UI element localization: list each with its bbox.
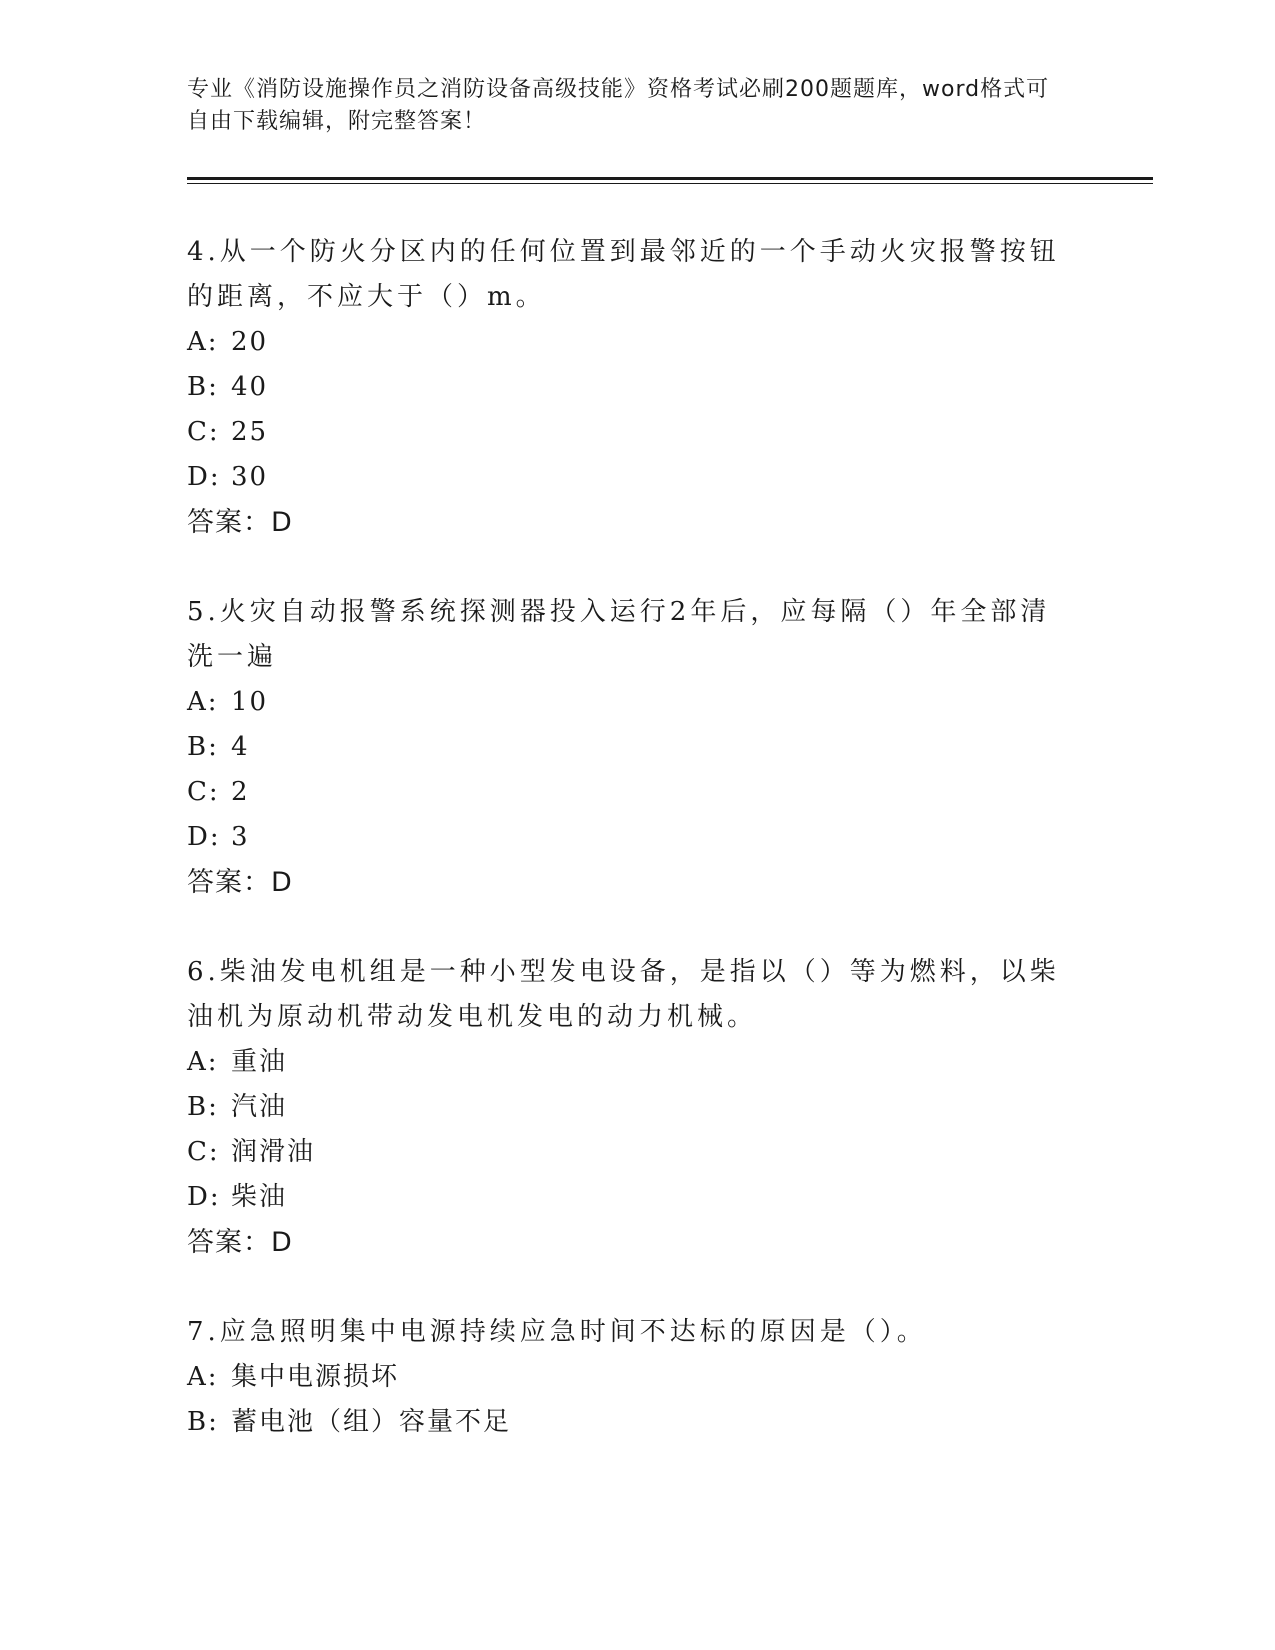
option-c [187, 770, 1067, 815]
option-b [187, 725, 1067, 770]
question-text: 5.火灾自动报警系统探测器投入运行2年后，应每隔（）年全部清洗一遍 [187, 597, 1051, 672]
option-a [187, 1355, 1067, 1400]
option-d [187, 455, 1067, 500]
question-6 [187, 950, 1067, 1265]
option-key: B: [187, 732, 219, 762]
header-divider-thin [187, 183, 1153, 184]
option-value: 2 [231, 777, 250, 807]
option-value: 40 [231, 372, 269, 402]
option-value: 30 [231, 462, 269, 492]
question-7 [187, 1310, 1067, 1445]
option-value: 汽油 [231, 1092, 288, 1122]
option-key: C: [187, 1137, 220, 1167]
option-value: 集中电源损坏 [231, 1362, 400, 1392]
option-key: A: [187, 1047, 219, 1077]
option-c [187, 1130, 1067, 1175]
option-key: B: [187, 1407, 219, 1437]
option-b [187, 365, 1067, 410]
question-5 [187, 590, 1067, 905]
question-text: 6.柴油发电机组是一种小型发电设备，是指以（）等为燃料，以柴油机为原动机带动发电机发电的动力机械。 [187, 957, 1060, 1032]
option-key: A: [187, 1362, 219, 1392]
option-c [187, 410, 1067, 455]
option-a [187, 320, 1067, 365]
option-key: D: [187, 462, 221, 492]
option-key: A: [187, 327, 219, 357]
option-key: B: [187, 1092, 219, 1122]
question-4 [187, 230, 1067, 545]
option-key: D: [187, 1182, 221, 1212]
option-a [187, 1040, 1067, 1085]
answer-label: 答案：D [187, 507, 293, 538]
option-b [187, 1085, 1067, 1130]
option-key: A: [187, 687, 219, 717]
answer-label: 答案：D [187, 1227, 293, 1258]
option-key: C: [187, 417, 220, 447]
document-header: 专业《消防设施操作员之消防设备高级技能》资格考试必刷200题题库，word格式可自由下载编辑，附完整答案！ [187, 77, 1050, 134]
option-a [187, 680, 1067, 725]
answer-label: 答案：D [187, 867, 293, 898]
document-page [187, 0, 1153, 1650]
option-b [187, 1400, 1067, 1445]
option-value: 润滑油 [231, 1137, 316, 1167]
option-value: 25 [231, 417, 269, 447]
option-value: 重油 [231, 1047, 288, 1077]
question-text: 4.从一个防火分区内的任何位置到最邻近的一个手动火灾报警按钮的距离，不应大于（）m。 [187, 237, 1060, 312]
question-text: 7.应急照明集中电源持续应急时间不达标的原因是（）。 [187, 1317, 927, 1347]
option-value: 蓄电池（组）容量不足 [231, 1407, 512, 1437]
option-value: 柴油 [231, 1182, 288, 1212]
option-key: D: [187, 822, 221, 852]
option-d [187, 1175, 1067, 1220]
option-value: 20 [231, 327, 269, 357]
option-value: 4 [231, 732, 250, 762]
option-value: 10 [231, 687, 269, 717]
option-value: 3 [231, 822, 250, 852]
option-d [187, 815, 1067, 860]
header-divider-thick [187, 177, 1153, 180]
option-key: C: [187, 777, 220, 807]
option-key: B: [187, 372, 219, 402]
